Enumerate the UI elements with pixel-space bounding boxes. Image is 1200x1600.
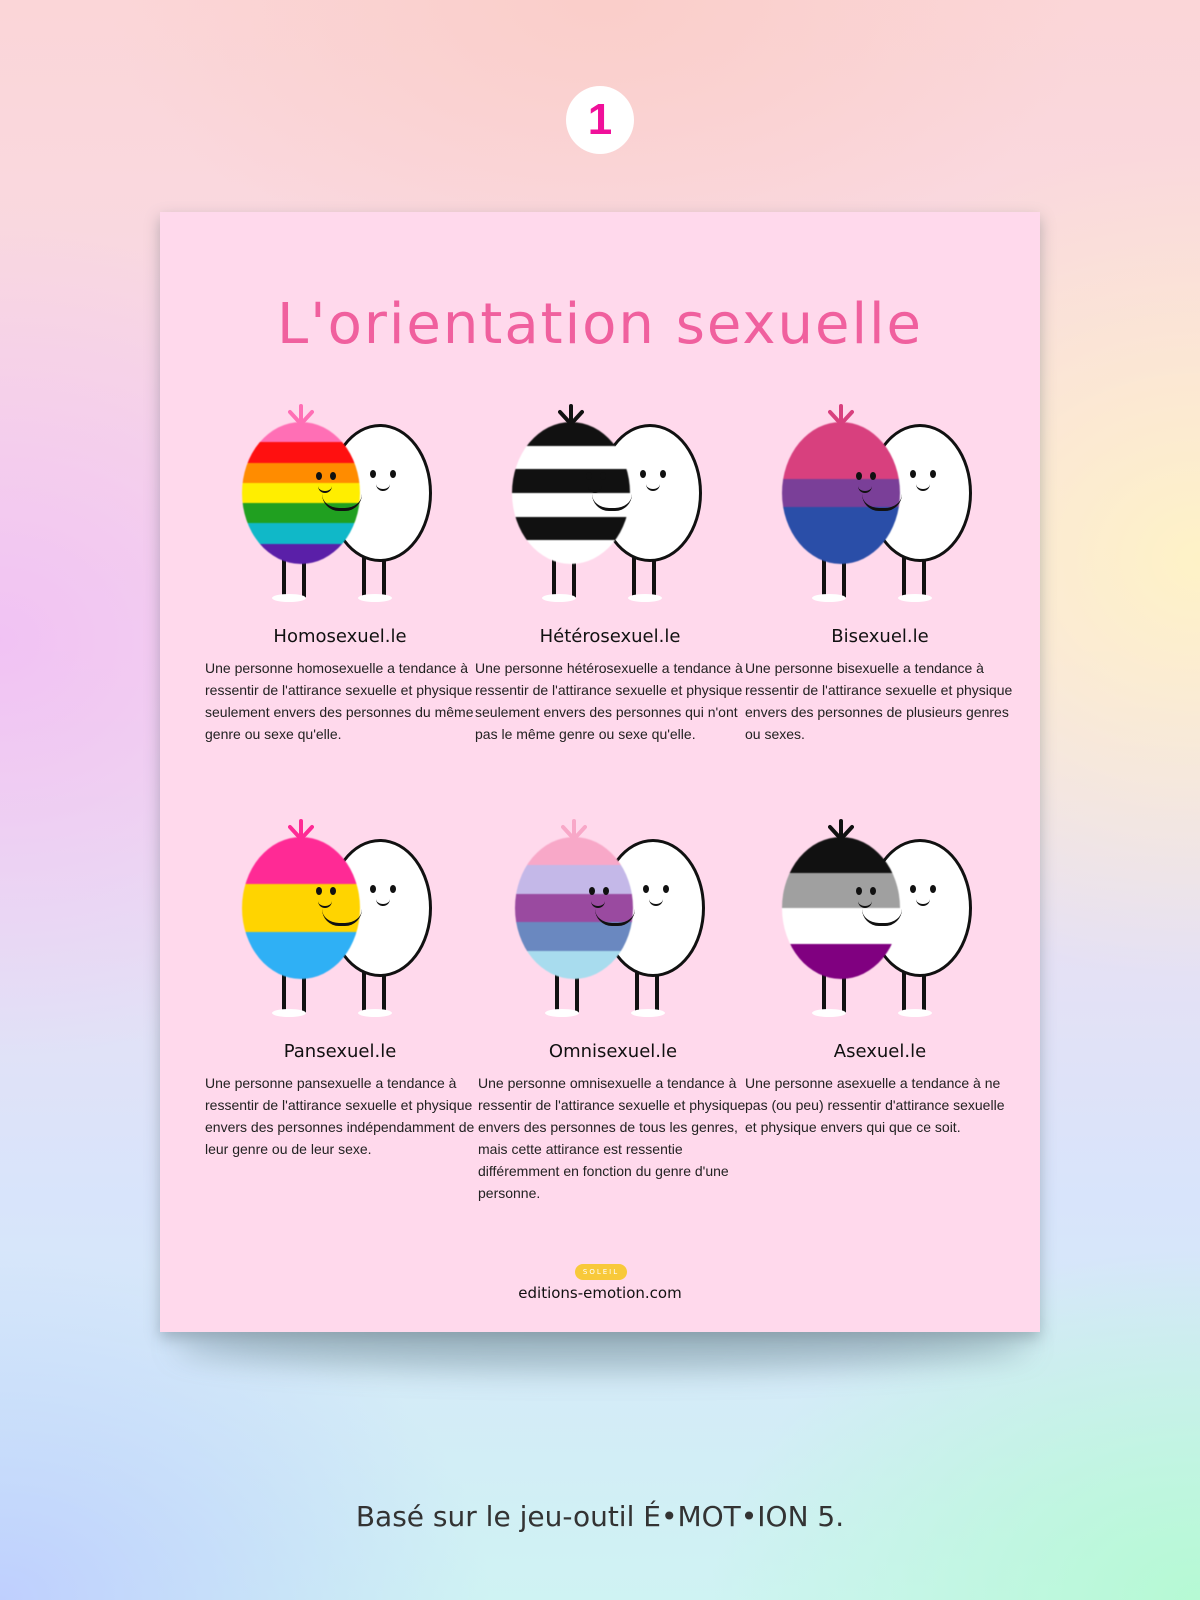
- card-title: Bisexuel.le: [831, 626, 929, 647]
- eye: [330, 472, 336, 480]
- flag-stripe: [782, 422, 900, 450]
- flag-stripe: [242, 544, 360, 564]
- card-omnisexuel: [478, 817, 748, 1204]
- card-title: Pansexuel.le: [283, 1041, 397, 1062]
- website-link[interactable]: editions-emotion.com: [518, 1284, 682, 1302]
- flag-stripe: [242, 932, 360, 979]
- foot: [545, 1009, 579, 1017]
- flag-stripe: [242, 837, 360, 884]
- card-description: Une personne omnisexuelle a tendance à ressentir de l'attirance sexuelle et physique envers des personnes de tous les genres, mais cette attirance est ressentie différemment en fonction du genre d'une personne.: [478, 1075, 746, 1201]
- eye: [856, 887, 862, 895]
- eye: [870, 472, 876, 480]
- foot: [631, 1009, 665, 1017]
- foot: [812, 1009, 846, 1017]
- card-description: Une personne homosexuelle a tendance à ressentir de l'attirance sexuelle et physique seulement envers des personnes du même genre ou sexe qu'elle.: [205, 660, 474, 742]
- poster: [160, 212, 1040, 1332]
- foot: [812, 594, 846, 602]
- foot: [272, 1009, 306, 1017]
- flag-stripe: [515, 837, 633, 865]
- eye: [910, 885, 916, 893]
- eye: [930, 885, 936, 893]
- foot: [542, 594, 576, 602]
- card-title: Omnisexuel.le: [548, 1041, 678, 1062]
- flag-stripe: [242, 463, 360, 483]
- eye: [643, 885, 649, 893]
- character-illustration: [500, 402, 720, 612]
- card-title: Hétérosexuel.le: [539, 626, 681, 647]
- character-illustration: [230, 817, 450, 1027]
- card-asexuel: [745, 817, 1015, 1138]
- eye: [640, 470, 646, 478]
- eye: [663, 885, 669, 893]
- flag-stripe: [512, 517, 630, 541]
- foot: [272, 594, 306, 602]
- flag-stripe: [782, 837, 900, 873]
- eye: [370, 885, 376, 893]
- card-description: Une personne hétérosexuelle a tendance à ressentir de l'attirance sexuelle et physique seulement envers des personnes qui n'ont pas le même genre ou sexe qu'elle.: [475, 660, 743, 742]
- hair-tuft-icon: [288, 819, 314, 841]
- eye: [600, 472, 606, 480]
- hair-tuft-icon: [828, 404, 854, 426]
- foot: [628, 594, 662, 602]
- foot: [898, 594, 932, 602]
- page-number-badge: [566, 86, 634, 154]
- card-title: Homosexuel.le: [273, 626, 407, 647]
- page-number: 1: [587, 95, 613, 144]
- eye: [316, 472, 322, 480]
- card-description: Une personne asexuelle a tendance à ne pas (ou peu) ressentir d'attirance sexuelle et physique envers qui que ce soit.: [745, 1075, 1005, 1135]
- eye: [390, 885, 396, 893]
- foot: [358, 1009, 392, 1017]
- flag-character-body: [782, 422, 900, 564]
- footer-caption: Basé sur le jeu-outil É•MOT•ION 5.: [355, 1500, 845, 1533]
- card-homosexuel: [205, 402, 475, 745]
- flag-stripe: [782, 507, 900, 535]
- character-illustration: [770, 817, 990, 1027]
- card-description: Une personne bisexuelle a tendance à ressentir de l'attirance sexuelle et physique envers des personnes de plusieurs genres ou sexes.: [745, 660, 1013, 742]
- card-description: Une personne pansexuelle a tendance à ressentir de l'attirance sexuelle et physique envers des personnes indépendamment de leur genre ou de leur sexe.: [205, 1075, 475, 1157]
- flag-stripe: [515, 951, 633, 979]
- hair-tuft-icon: [558, 404, 584, 426]
- eye: [856, 472, 862, 480]
- foot: [358, 594, 392, 602]
- eye: [603, 887, 609, 895]
- flag-character-body: [515, 837, 633, 979]
- flag-stripe: [782, 873, 900, 909]
- flag-stripe: [242, 442, 360, 462]
- foot: [898, 1009, 932, 1017]
- flag-stripe: [512, 446, 630, 470]
- card-title: Asexuel.le: [833, 1041, 927, 1062]
- flag-character-body: [242, 837, 360, 979]
- eye: [316, 887, 322, 895]
- hair-tuft-icon: [561, 819, 587, 841]
- character-illustration: [230, 402, 450, 612]
- eye: [930, 470, 936, 478]
- card-bisexuel: [745, 402, 1015, 745]
- flag-character-body: [512, 422, 630, 564]
- flag-character-body: [242, 422, 360, 564]
- character-illustration: [770, 402, 990, 612]
- soleil-logo: SOLEIL: [575, 1264, 627, 1280]
- eye: [586, 472, 592, 480]
- flag-character-body: [782, 837, 900, 979]
- hair-tuft-icon: [288, 404, 314, 426]
- flag-stripe: [782, 944, 900, 980]
- flag-stripe: [512, 540, 630, 564]
- character-illustration: [503, 817, 723, 1027]
- flag-stripe: [512, 469, 630, 493]
- card-pansexuel: [205, 817, 475, 1160]
- eye: [660, 470, 666, 478]
- eye: [330, 887, 336, 895]
- flag-stripe: [515, 922, 633, 950]
- hair-tuft-icon: [828, 819, 854, 841]
- flag-stripe: [782, 450, 900, 478]
- poster-title: L'orientation sexuelle: [276, 292, 924, 357]
- flag-stripe: [782, 536, 900, 564]
- eye: [870, 887, 876, 895]
- eye: [589, 887, 595, 895]
- eye: [910, 470, 916, 478]
- eye: [390, 470, 396, 478]
- eye: [370, 470, 376, 478]
- flag-stripe: [242, 523, 360, 543]
- card-heterosexuel: [475, 402, 745, 745]
- flag-stripe: [515, 865, 633, 893]
